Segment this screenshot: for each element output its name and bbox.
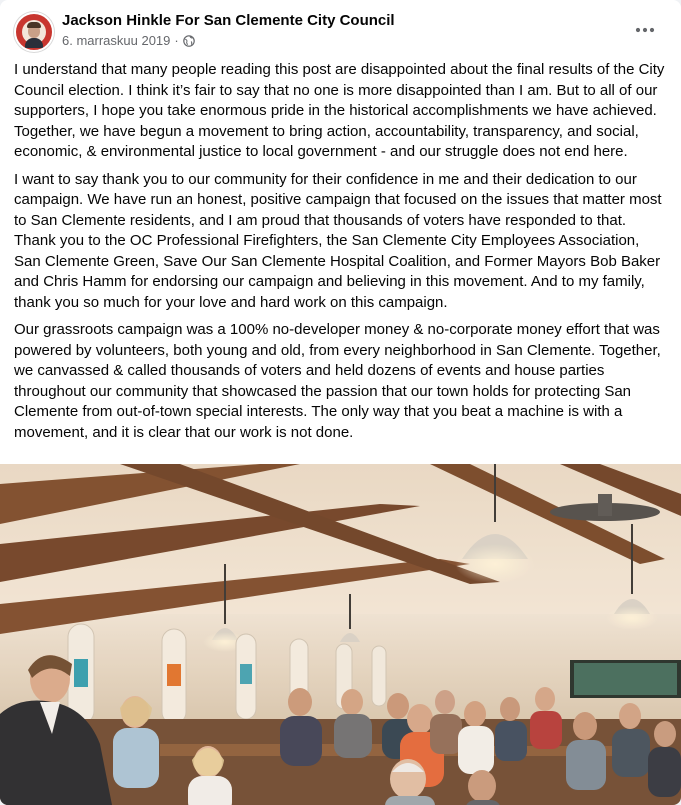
avatar-suit <box>25 38 43 48</box>
more-options-icon <box>635 20 655 38</box>
more-options-button[interactable] <box>627 13 663 45</box>
post-paragraph: I understand that many people reading this post are disappointed about the final results of the City Council election. I think it’s fair to say that no one is more disappointed than I am. But to all of our supporters, I hope you take enormous pride in the historical accomplishments we have achieved. Together, we have begun a movement to bring action, accountability, transparency, and social, economic, & environmental justice to local government - and our struggle does not end here. <box>14 61 665 160</box>
post-photo[interactable] <box>0 464 681 805</box>
post-paragraph: Our grassroots campaign was a 100% no-developer money & no-corporate money effort that was powered by volunteers, both young and old, from every neighborhood in San Clemente. Together, we canvassed & called thousands of voters and held dozens of events and house parties throughout our community that showcased the passion that our town holds for protecting San Clemente from out-of-town special interests. The only way that you beat a machine is with a movement, and it is clear that our work is not done. <box>14 321 661 441</box>
restaurant-event-photo <box>0 464 681 805</box>
post-header <box>0 0 681 58</box>
avatar-hair <box>27 22 41 28</box>
meta-separator: · <box>174 33 179 48</box>
post-paragraph: I want to say thank you to our community for their confidence in me and their dedication to our campaign. We have run an honest, positive campaign that focused on the issues that matter most to San Clemente residents, and I am proud that thousands of voters have responded to that. Thank you to the OC Professional Firefighters, the San Clemente City Employees Association, San Clemente Green, Save Our San Clemente Hospital Coalition, and Former Mayors Bob Baker and Chris Hamm for endorsing our campaign and believing in this movement. And to my family, thank you so much for your love and hard work on this campaign. <box>14 170 662 311</box>
post-meta <box>62 33 195 48</box>
page-name-link[interactable]: Jackson Hinkle For San Clemente City Council <box>62 12 395 29</box>
globe-icon[interactable] <box>183 35 195 47</box>
post-date-link[interactable]: 6. marraskuu 2019 <box>62 33 171 48</box>
post-body <box>14 60 666 450</box>
page-avatar[interactable] <box>14 12 54 52</box>
